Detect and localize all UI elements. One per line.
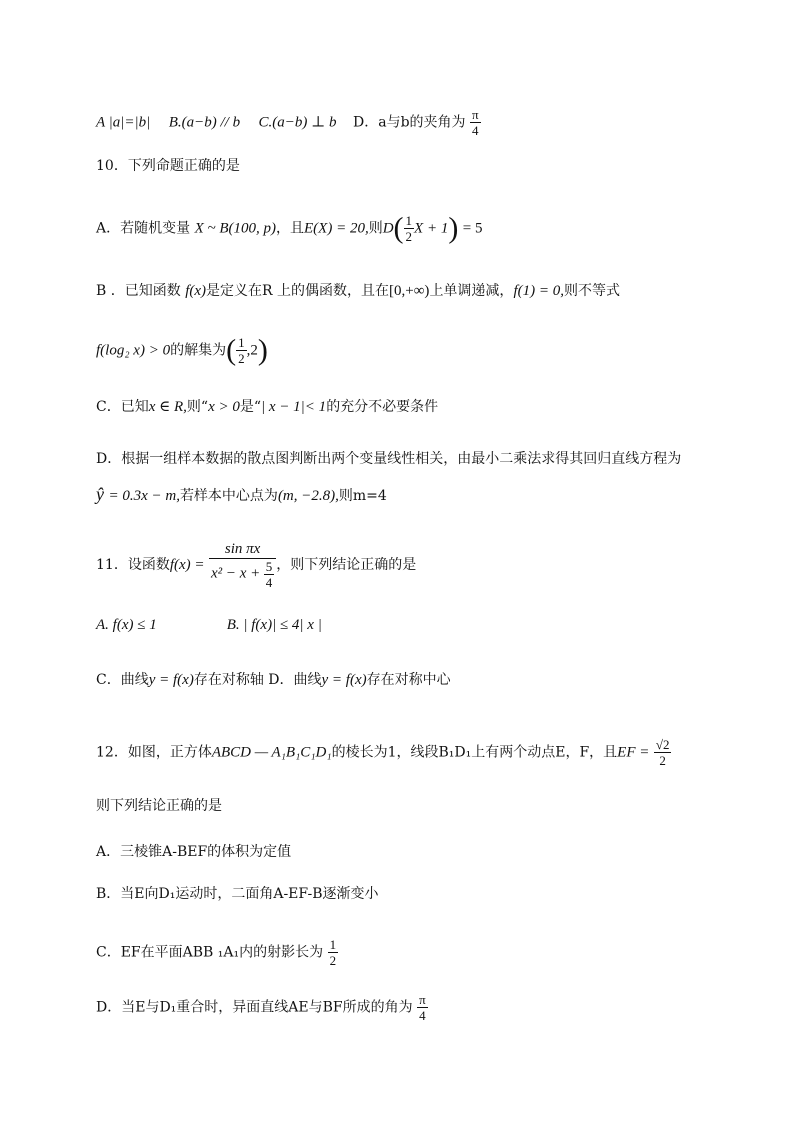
q9-option-d-prefix: D． <box>352 114 379 131</box>
q9-option-b: B.(a−b) // b <box>168 114 241 131</box>
q10-option-b-line1: B ．已知函数 f(x)是定义在R 上的偶函数，且在[0,+∞)上单调递减，f(1) = 0,则不等式 <box>96 283 620 299</box>
q12-stem-line2: 则下列结论正确的是 <box>96 798 222 814</box>
q12-option-b: B．当E向D₁运动时，二面角A-EF-B逐渐变小 <box>96 886 379 902</box>
q11-options-ab: A. f(x) ≤ 1 B. | f(x)| ≤ 4| x | <box>96 617 322 633</box>
q10-stem: 10．下列命题正确的是 <box>96 158 240 174</box>
q12-c-fraction: $\frac{1}{2}$ <box>329 937 337 968</box>
q9-option-c: C.(a−b) ⊥ b <box>258 114 337 131</box>
q9-option-d-fraction: $\frac{\pi}{4}$ <box>471 107 479 138</box>
q10-option-b-line2: f(log₂ x) > 0的解集为( $\frac{1}{2}$ ,2) <box>96 333 268 367</box>
q9-options <box>96 107 481 138</box>
q12-stem: 12．如图，正方体ABCD — A₁B₁C₁D₁的棱长为1，线段B₁D₁上有两个动点E，F，且EF = $\frac{√2}{2}$ <box>96 737 670 768</box>
q10-a-fraction: $\frac{1}{2}$ <box>405 213 413 244</box>
q11-stem: 11．设函数f(x) = sin πx x² − x + $\frac{5}{4}$ ，则下列结论正确的是 <box>96 541 417 590</box>
q12-option-a: A．三棱锥A-BEF的体积为定值 <box>96 844 292 860</box>
q10-option-d-line2: ŷ = 0.3x − m,若样本中心点为(m, −2.8),则m=4 <box>96 484 387 504</box>
q10-option-a: A．若随机变量 X ~ B(100, p)，且E(X) = 20,则D( $\frac{1}{2}$ X + 1) = 5 <box>96 211 483 245</box>
q10-option-c: C．已知x ∈ R,则“x > 0是“| x − 1|< 1的充分不必要条件 <box>96 399 439 415</box>
q11-fraction: sin πx x² − x + $\frac{5}{4}$ <box>209 540 276 590</box>
q12-option-c: C．EF在平面ABB ₁A₁内的射影长为 $\frac{1}{2}$ <box>96 937 337 968</box>
q12-ef-fraction: $\frac{√2}{2}$ <box>655 737 670 768</box>
q12-d-fraction: $\frac{\pi}{4}$ <box>419 992 426 1023</box>
q10-b-fraction: $\frac{1}{2}$ <box>238 335 245 366</box>
q9-option-a: A |a|=|b| <box>96 114 151 131</box>
q12-option-d: D．当E与D₁重合时，异面直线AE与BF所成的角为 $\frac{\pi}{4}$ <box>96 992 426 1023</box>
q10-option-d-line1: D．根据一组样本数据的散点图判断出两个变量线性相关，由最小二乘法求得其回归直线方程为 <box>96 451 682 467</box>
q11-options-cd: C．曲线y = f(x)存在对称轴 D．曲线y = f(x)存在对称中心 <box>96 672 451 688</box>
q9-option-d-text: a与b的夹角为 <box>378 114 466 131</box>
